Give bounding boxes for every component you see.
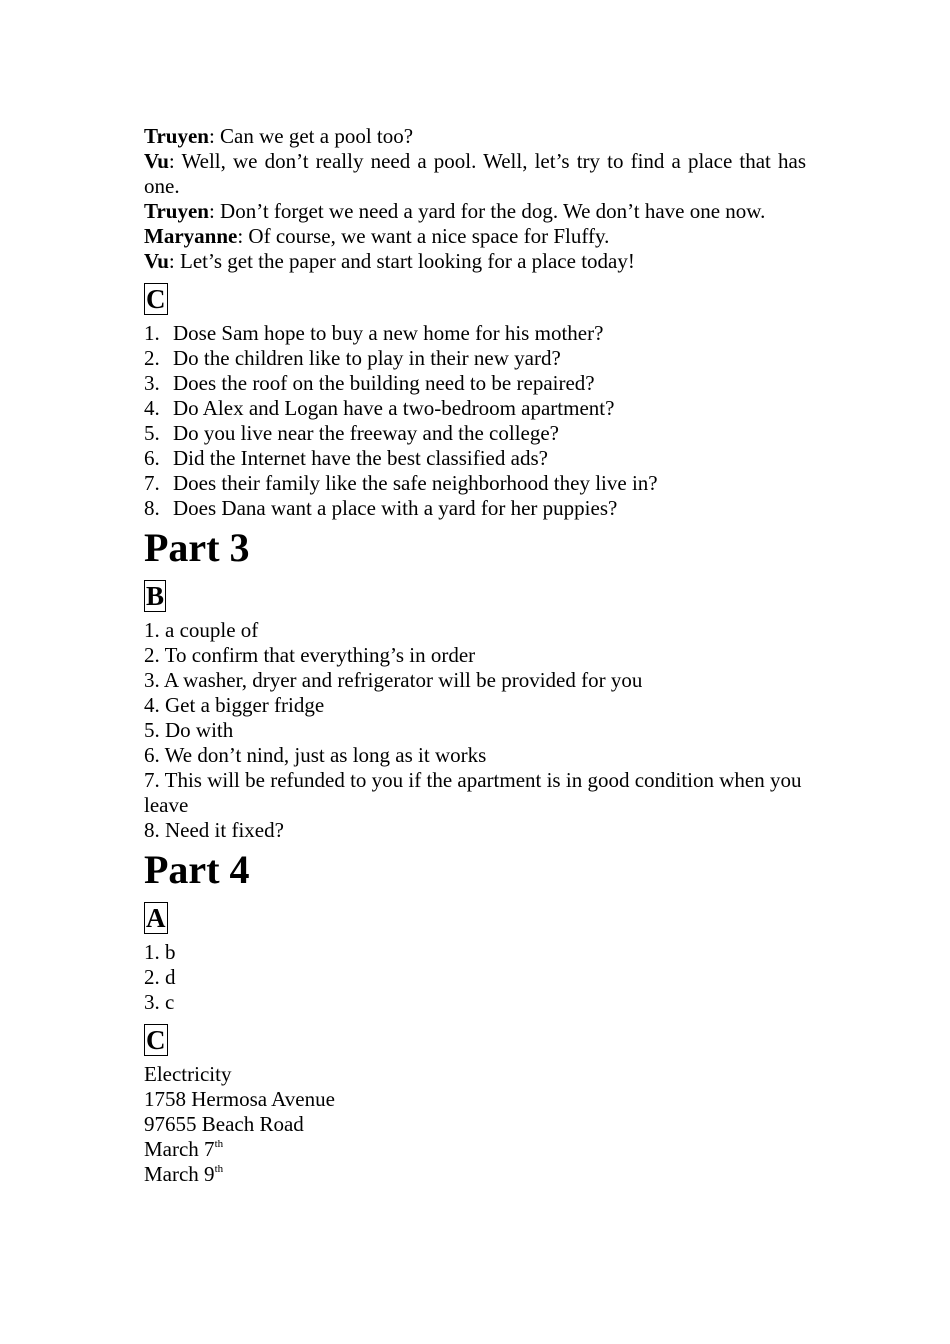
list-item	[144, 421, 806, 446]
list-item: 6. We don’t nind, just as long as it works	[144, 743, 487, 767]
section-a-heading	[144, 902, 806, 934]
dialogue-text: : Of course, we want a nice space for Fluffy.	[237, 224, 610, 248]
list-item-date	[144, 1137, 806, 1162]
section-label-box: A	[146, 903, 166, 933]
list-item	[144, 346, 806, 371]
item-number: 2.	[144, 346, 160, 370]
dialogue-text: : Well, we don’t really need a pool. Well, let’s try to find a place that has one.	[144, 149, 806, 198]
item-text: Did the Internet have the best classified ads?	[173, 446, 548, 470]
date-text: March 7	[144, 1137, 215, 1161]
part-4-heading: Part 4	[144, 847, 250, 892]
speaker-name: Vu	[144, 249, 169, 273]
dialogue-line	[144, 149, 806, 199]
date-text: March 9	[144, 1162, 215, 1186]
list-item: 97655 Beach Road	[144, 1112, 304, 1136]
list-item: 1. a couple of	[144, 618, 259, 642]
speaker-name: Vu	[144, 149, 169, 173]
part-4-c-answers	[144, 1062, 806, 1187]
list-item: 2. To confirm that everything’s in order	[144, 643, 476, 667]
dialogue	[144, 124, 806, 274]
section-c-heading	[144, 1024, 806, 1056]
item-number: 5.	[144, 421, 160, 445]
speaker-name: Maryanne	[144, 224, 238, 248]
list-item: 3. A washer, dryer and refrigerator will be provided for you	[144, 668, 643, 692]
item-number: 8.	[144, 496, 160, 520]
item-text: Dose Sam hope to buy a new home for his mother?	[173, 321, 604, 345]
section-label-box: C	[146, 1025, 166, 1055]
list-item	[144, 446, 806, 471]
questions-list	[144, 321, 806, 521]
part-3-heading: Part 3	[144, 525, 250, 570]
list-item: 3. c	[144, 990, 175, 1014]
item-number: 4.	[144, 396, 160, 420]
document-page	[144, 124, 806, 1187]
item-text: Does Dana want a place with a yard for her puppies?	[173, 496, 618, 520]
item-number: 1.	[144, 321, 160, 345]
date-suffix: th	[214, 1138, 224, 1150]
list-item	[144, 371, 806, 396]
list-item: Electricity	[144, 1062, 232, 1086]
list-item: 2. d	[144, 965, 176, 989]
list-item	[144, 496, 806, 521]
list-item-date	[144, 1162, 806, 1187]
section-label-box: B	[146, 581, 165, 611]
item-number: 6.	[144, 446, 160, 470]
item-number: 7.	[144, 471, 160, 495]
date-suffix: th	[214, 1163, 224, 1175]
list-item: 5. Do with	[144, 718, 234, 742]
list-item: 1758 Hermosa Avenue	[144, 1087, 335, 1111]
dialogue-line	[144, 249, 806, 274]
part-4-a-answers	[144, 940, 806, 1015]
dialogue-text: : Don’t forget we need a yard for the dog. We don’t have one now.	[208, 199, 766, 223]
list-item	[144, 396, 806, 421]
dialogue-text: : Can we get a pool too?	[208, 124, 414, 148]
section-b-heading	[144, 580, 806, 612]
speaker-name: Truyen	[144, 124, 209, 148]
dialogue-line	[144, 124, 806, 149]
section-c-heading	[144, 283, 806, 315]
item-text: Does their family like the safe neighborhood they live in?	[173, 471, 658, 495]
list-item	[144, 471, 806, 496]
list-item: 8. Need it fixed?	[144, 818, 284, 842]
list-item: 7. This will be refunded to you if the apartment is in good condition when you leave	[144, 768, 802, 817]
section-label-box: C	[146, 284, 166, 314]
item-text: Do the children like to play in their new yard?	[173, 346, 561, 370]
part-3-answers	[144, 618, 806, 843]
dialogue-line	[144, 199, 806, 224]
dialogue-line	[144, 224, 806, 249]
list-item	[144, 321, 806, 346]
item-number: 3.	[144, 371, 160, 395]
dialogue-text: : Let’s get the paper and start looking for a place today!	[168, 249, 635, 273]
item-text: Does the roof on the building need to be repaired?	[173, 371, 595, 395]
list-item: 1. b	[144, 940, 176, 964]
list-item: 4. Get a bigger fridge	[144, 693, 325, 717]
item-text: Do you live near the freeway and the college?	[173, 421, 559, 445]
speaker-name: Truyen	[144, 199, 209, 223]
item-text: Do Alex and Logan have a two-bedroom apartment?	[173, 396, 615, 420]
